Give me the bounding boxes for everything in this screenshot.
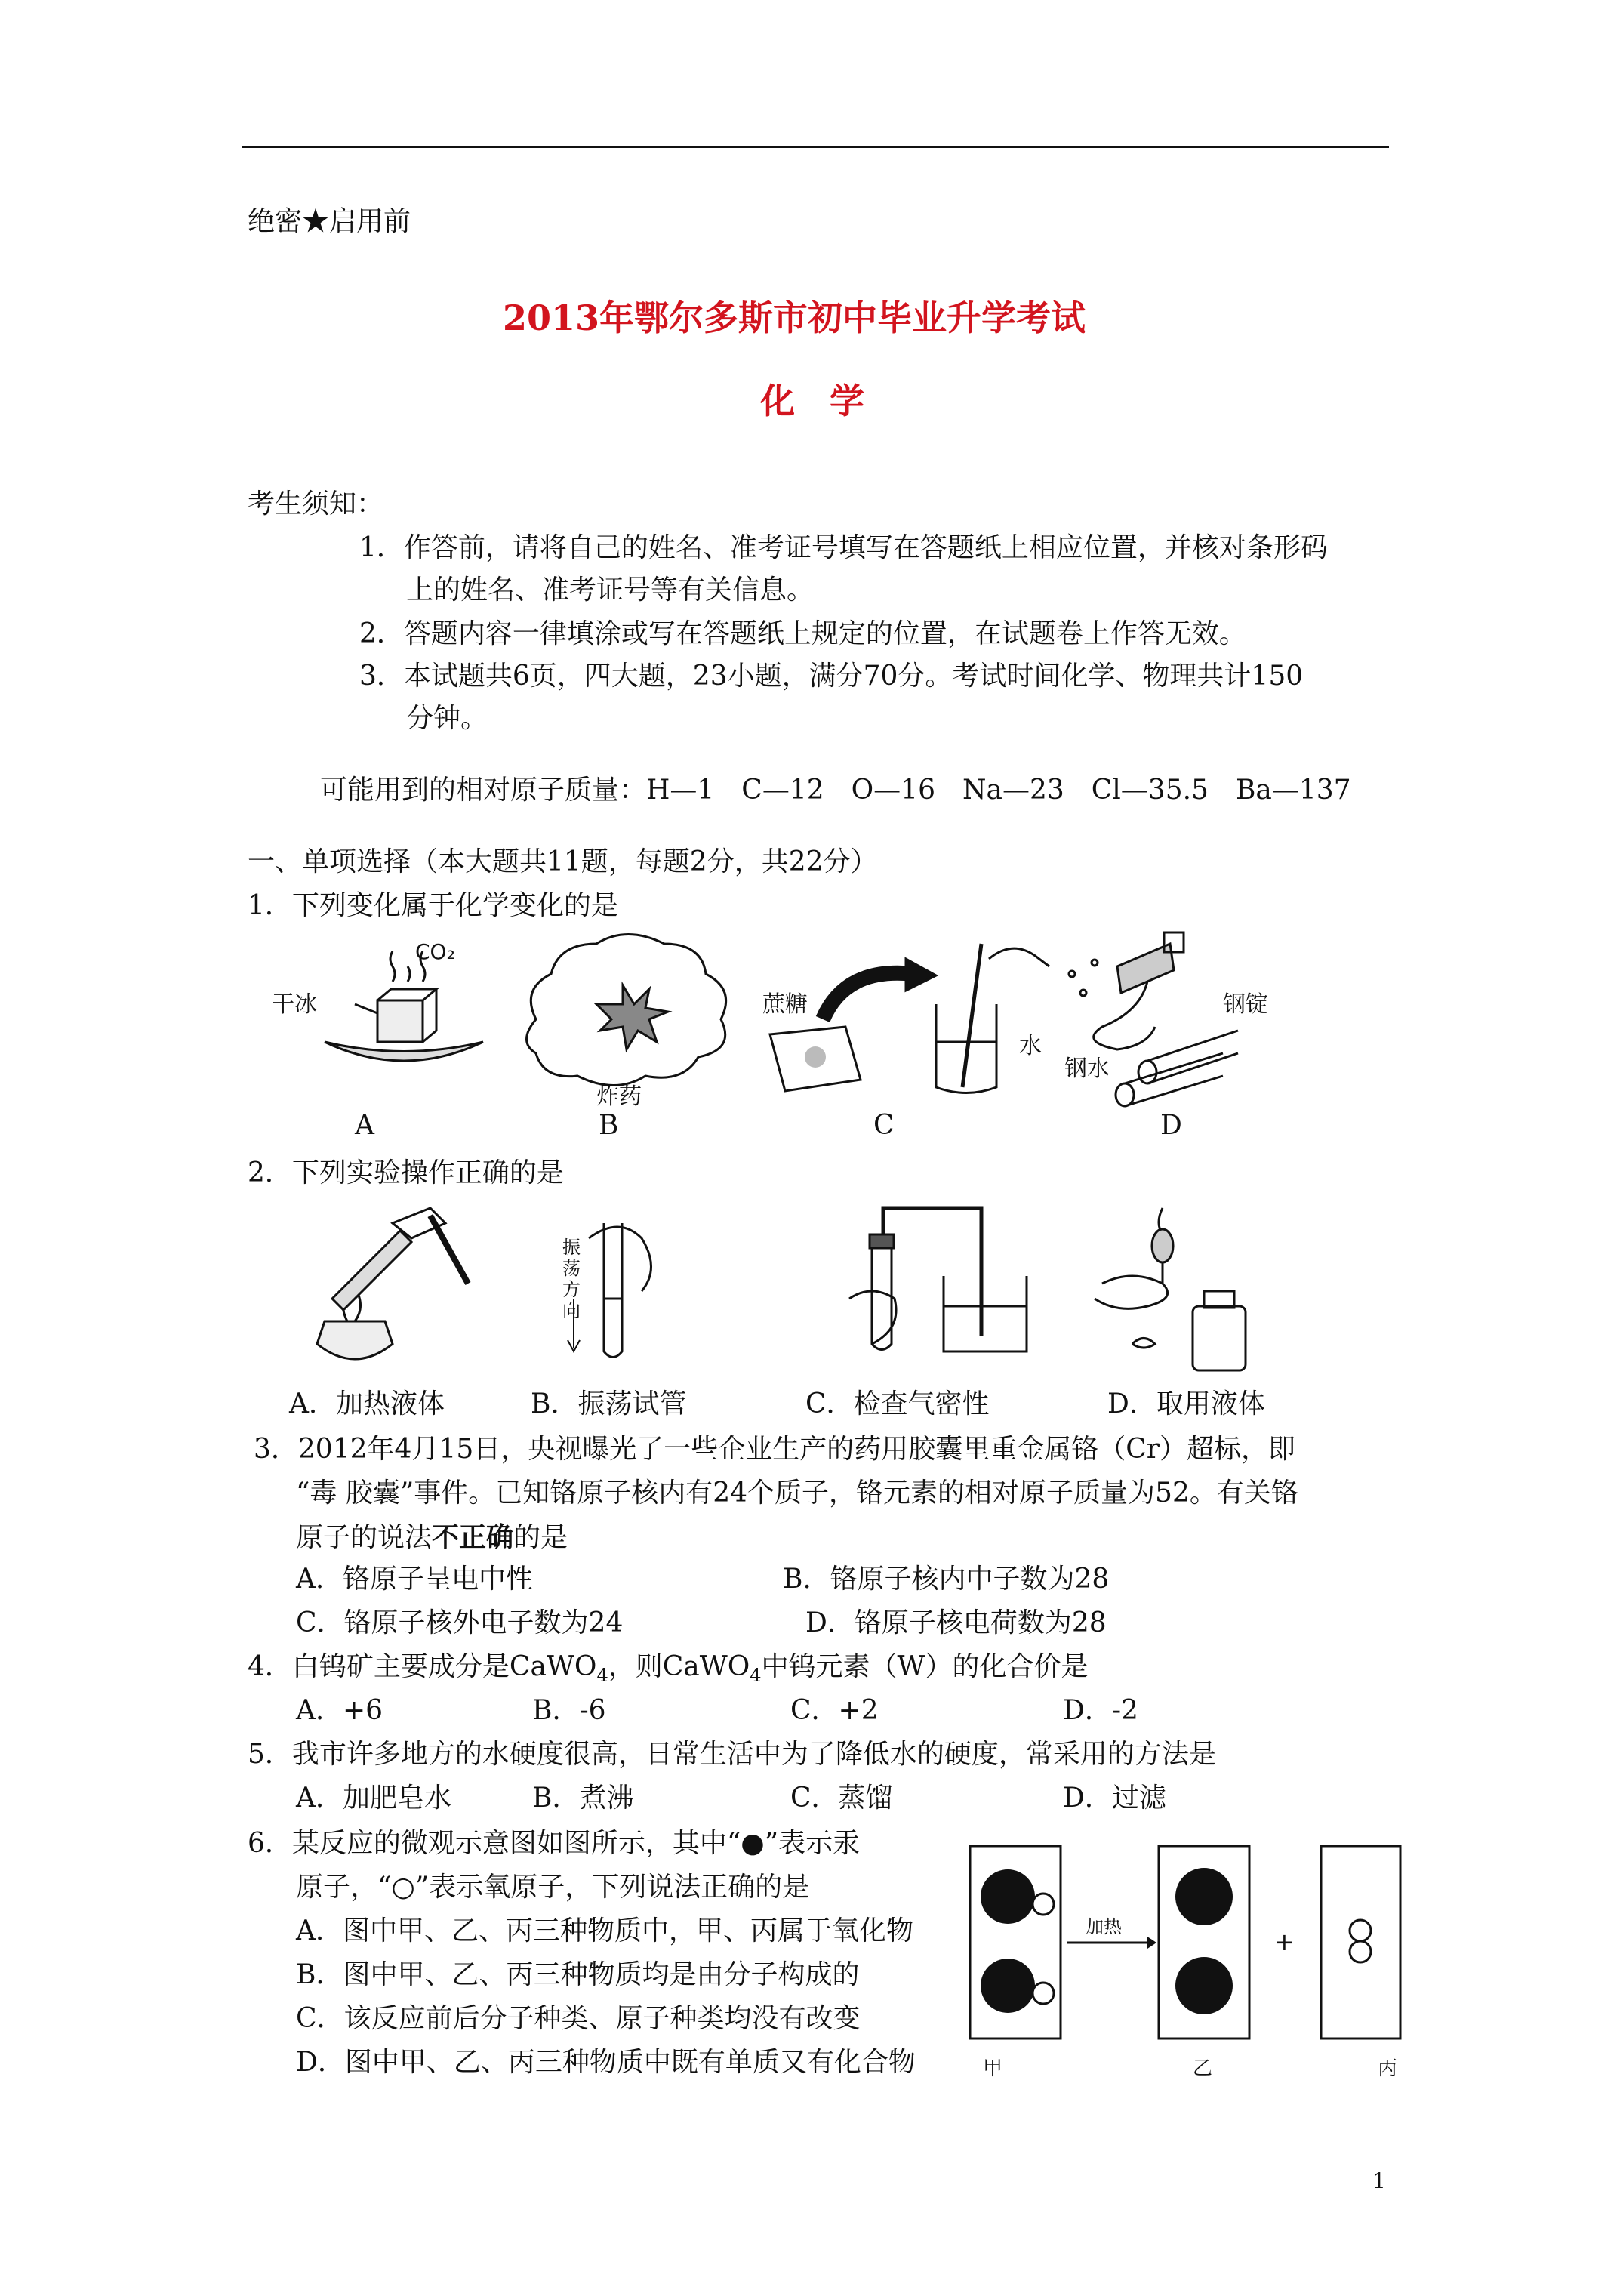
q6-line-1: 6．某反应的微观示意图如图所示，其中“●”表示汞 <box>248 1828 861 1859</box>
q1-option-b: B <box>599 1110 619 1141</box>
q4-stem-b: ，则CaWO <box>608 1651 750 1682</box>
q4-stem <box>248 1650 1089 1692</box>
q6-option-a: A．图中甲、乙、丙三种物质中，甲、丙属于氧化物 <box>296 1915 913 1946</box>
q5-option-a: A．加肥皂水 <box>296 1783 451 1814</box>
reaction-condition: 加热 <box>1086 1916 1122 1937</box>
instruction-3-line2: 分钟。 <box>406 703 488 734</box>
reaction-arrow-head <box>1147 1937 1156 1949</box>
label-dry-ice: 干冰 <box>272 991 317 1018</box>
q3-line-1: 3．2012年4月15日，央视曝光了一些企业生产的药用胶囊里重金属铬（Cr）超标，即 <box>254 1434 1295 1465</box>
label-explosive: 炸药 <box>596 1083 642 1110</box>
header-rule <box>242 146 1389 148</box>
q2-option-d: D．取用液体 <box>1107 1388 1265 1419</box>
q3-option-c: C．铬原子核外电子数为24 <box>296 1607 624 1638</box>
page-number: 1 <box>1372 2168 1386 2193</box>
dry-ice-figure <box>325 951 483 1061</box>
instructions-heading: 考生须知： <box>248 488 384 519</box>
q4-stem-a: 4．白钨矿主要成分是CaWO <box>248 1651 597 1682</box>
mercury-atom <box>1175 1868 1233 1925</box>
q3-option-d: D．铬原子核电荷数为28 <box>805 1607 1107 1638</box>
instruction-1-line1: 1．作答前，请将自己的姓名、准考证号填写在答题纸上相应位置，并核对条形码 <box>359 532 1328 563</box>
airtightness-figure <box>849 1208 1027 1351</box>
q6-option-c: C．该反应前后分子种类、原子种类均没有改变 <box>296 2003 861 2034</box>
q2-option-b: B．振荡试管 <box>531 1388 687 1419</box>
q3-line-2: “毒 胶囊”事件。已知铬原子核内有24个质子，铬元素的相对原子质量为52。有关铬 <box>296 1478 1298 1509</box>
label-steel-ingot: 钢锭 <box>1223 991 1268 1018</box>
sugar-figure <box>770 944 1049 1093</box>
q4-subscript-2: 4 <box>750 1665 762 1687</box>
oxygen-atom <box>1033 1894 1054 1915</box>
dropper-figure <box>1095 1208 1246 1370</box>
atomic-masses: 可能用到的相对原子质量：H—1 C—12 O—16 Na—23 Cl—35.5 Ba—137 <box>320 775 1351 806</box>
q3-line-3-post: 的是 <box>513 1522 568 1553</box>
q2-option-a: A．加热液体 <box>289 1388 445 1419</box>
heating-figure <box>317 1208 468 1359</box>
q2-stem: 2．下列实验操作正确的是 <box>248 1157 564 1188</box>
explosion-figure <box>527 935 726 1086</box>
instruction-1-line2: 上的姓名、准考证号等有关信息。 <box>406 575 815 606</box>
confidential-mark: 绝密★启用前 <box>248 206 411 237</box>
q5-option-c: C．蒸馏 <box>790 1783 893 1814</box>
exam-title: 2013年鄂尔多斯市初中毕业升学考试 <box>503 297 1086 338</box>
q1-stem: 1．下列变化属于化学变化的是 <box>248 890 618 921</box>
oxygen-atom <box>1350 1920 1371 1941</box>
q3-option-b: B．铬原子核内中子数为28 <box>783 1564 1110 1595</box>
q2-option-c: C．检查气密性 <box>805 1388 990 1419</box>
q2-figure <box>287 1193 1291 1378</box>
q4-option-a: A．+6 <box>296 1695 383 1726</box>
mercury-atom <box>981 1959 1035 2013</box>
q1-option-c: C <box>873 1110 895 1141</box>
q3-line-3-pre: 原子的说法 <box>296 1522 433 1553</box>
q4-subscript-1: 4 <box>596 1665 608 1687</box>
q4-stem-c: 中钨元素（W）的化合价是 <box>761 1651 1089 1682</box>
label-jia: 甲 <box>983 2057 1003 2080</box>
q5-option-b: B．煮沸 <box>532 1783 634 1814</box>
subject-title: 化 学 <box>760 381 864 421</box>
instruction-3-line1: 3．本试题共6页，四大题，23小题，满分70分。考试时间化学、物理共计150 <box>359 661 1304 692</box>
q5-option-d: D．过滤 <box>1063 1783 1166 1814</box>
q6-line-2: 原子，“○”表示氧原子，下列说法正确的是 <box>296 1872 810 1903</box>
label-sugar: 蔗糖 <box>762 991 808 1018</box>
plus-sign: + <box>1274 1928 1295 1956</box>
q1-option-a: A <box>355 1110 374 1141</box>
q3-option-a: A．铬原子呈电中性 <box>296 1564 533 1595</box>
mercury-atom <box>1175 1957 1233 2014</box>
q6-option-d: D．图中甲、乙、丙三种物质中既有单质又有化合物 <box>296 2047 916 2078</box>
q4-option-b: B．-6 <box>532 1695 606 1726</box>
oxygen-atom <box>1350 1941 1371 1962</box>
label-yi: 乙 <box>1193 2057 1213 2080</box>
oxygen-atom <box>1033 1983 1054 2004</box>
label-water: 水 <box>1019 1033 1042 1059</box>
section-1-heading: 一、单项选择（本大题共11题，每题2分，共22分） <box>248 846 878 877</box>
label-bing: 丙 <box>1378 2057 1398 2080</box>
q1-option-d: D <box>1160 1110 1182 1141</box>
q6-reaction-diagram <box>959 1842 1412 2084</box>
instruction-2: 2．答题内容一律填涂或写在答题纸上规定的位置，在试题卷上作答无效。 <box>359 618 1246 649</box>
mercury-atom <box>981 1869 1035 1924</box>
q4-option-c: C．+2 <box>790 1695 879 1726</box>
q6-option-b: B．图中甲、乙、丙三种物质均是由分子构成的 <box>296 1959 860 1990</box>
q3-line-3 <box>296 1521 568 1555</box>
q4-option-d: D．-2 <box>1063 1695 1138 1726</box>
q1-figure <box>242 929 1321 1110</box>
label-molten-steel: 钢水 <box>1064 1056 1110 1082</box>
q3-line-3-emphasis: 不正确 <box>432 1521 514 1553</box>
label-co2: CO₂ <box>415 939 455 964</box>
q5-stem: 5．我市许多地方的水硬度很高，日常生活中为了降低水的硬度，常采用的方法是 <box>248 1739 1216 1770</box>
label-shake-direction: 振荡方向 <box>562 1237 581 1321</box>
